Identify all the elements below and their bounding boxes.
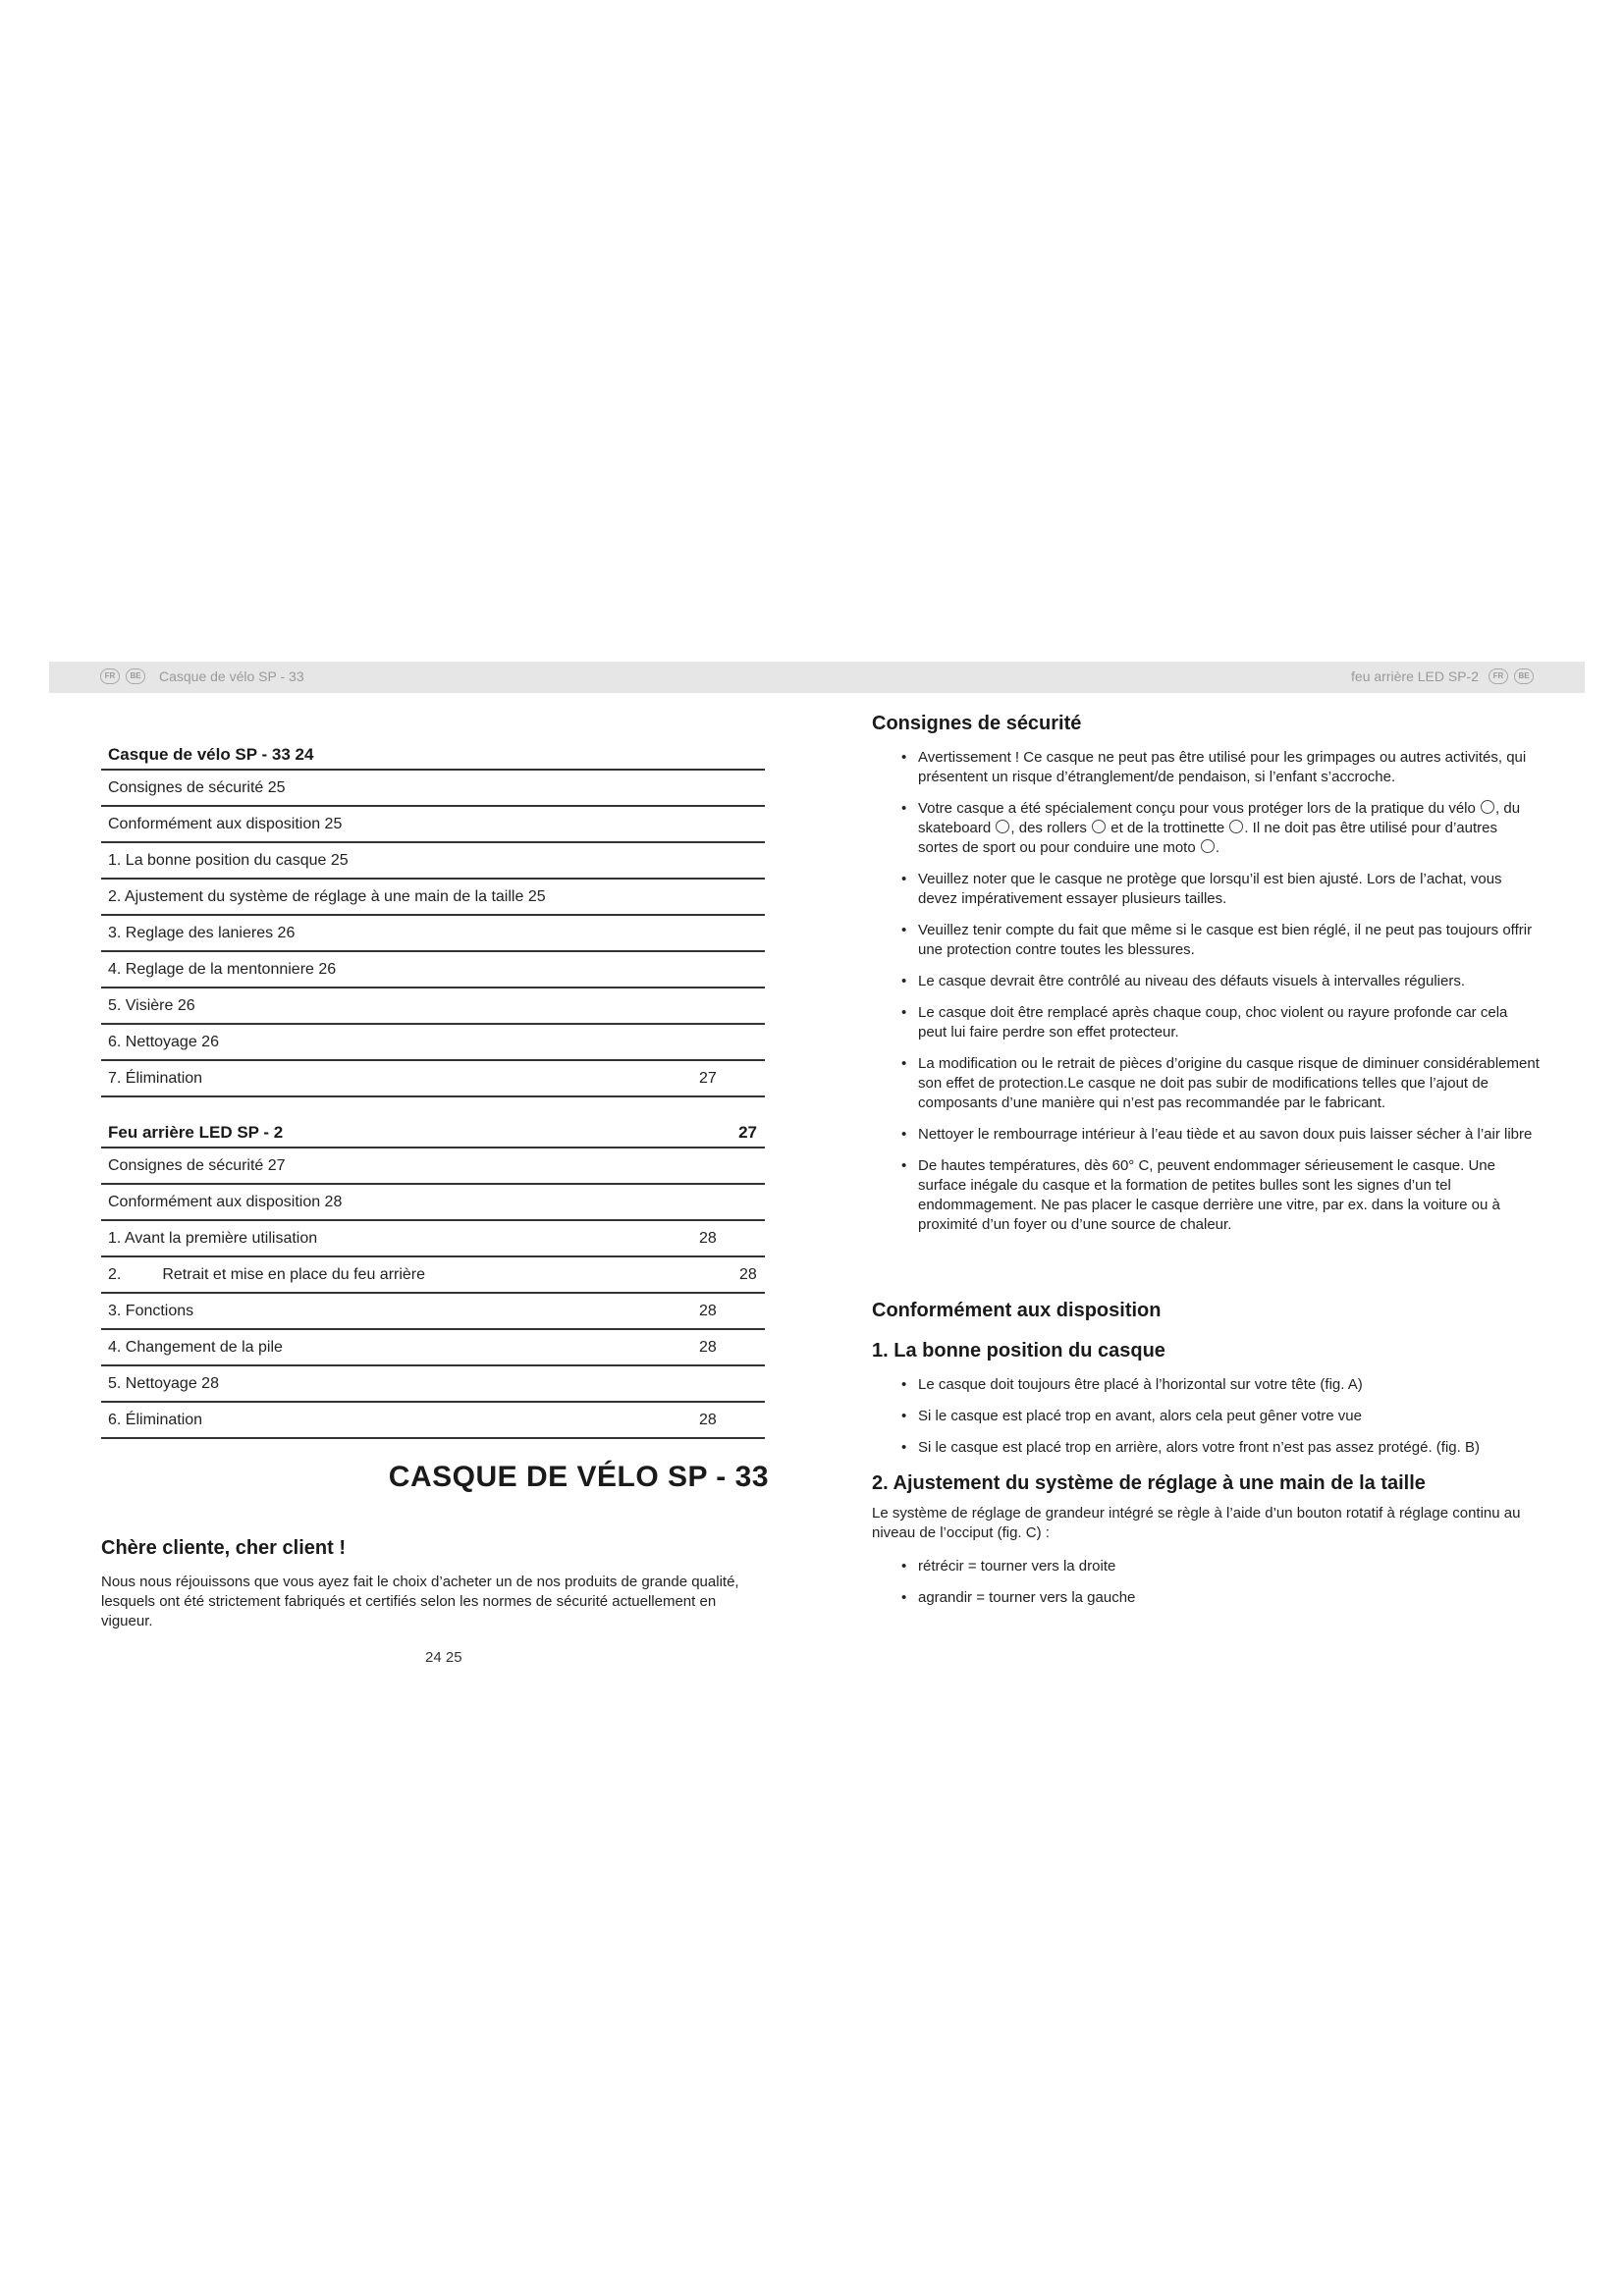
adjust-heading: 2. Ajustement du système de réglage à une main de la taille xyxy=(872,1472,1426,1494)
toc-entry[interactable]: 4. Changement de la pile 28 xyxy=(101,1330,765,1366)
safety-heading: Consignes de sécurité xyxy=(872,713,1082,734)
lang-badge-fr: FR xyxy=(1489,668,1508,684)
lang-badge-be: BE xyxy=(1514,668,1534,684)
safety-list xyxy=(872,748,1540,1247)
list-item: • Si le casque est placé trop en avant, alors cela peut gêner votre vue xyxy=(872,1407,1540,1426)
list-item: • Si le casque est placé trop en arrière, alors votre front n’est pas assez protégé. (fig. B) xyxy=(872,1438,1540,1458)
toc-entry[interactable]: 3. Fonctions 28 xyxy=(101,1294,765,1330)
toc-page-number: 28 xyxy=(699,1339,717,1356)
list-item: • Votre casque a été spécialement conçu pour vous protéger lors de la pratique du vélo , du skateboard , des rollers et de la trottinette . Il ne doit pas être utilisé pour d’autres sortes de sport ou pour conduire une moto . xyxy=(872,799,1540,858)
page-numbers: 24 25 xyxy=(425,1649,462,1666)
toc-page-number: 28 xyxy=(699,1230,717,1247)
toc-entry[interactable]: 4. Reglage de la mentonniere 26 xyxy=(101,952,765,988)
toc-entry[interactable]: 5. Visière 26 xyxy=(101,988,765,1025)
scooter-icon xyxy=(1229,820,1243,833)
lang-badge-fr: FR xyxy=(100,668,120,684)
adjust-paragraph: Le système de réglage de grandeur intégré se règle à l’aide d’un bouton rotatif à réglage continu au niveau de l’occiput (fig. C) : xyxy=(872,1505,1521,1541)
motorbike-icon xyxy=(1201,839,1215,853)
list-item: • Nettoyer le rembourrage intérieur à l’eau tiède et au savon doux puis laisser sécher à l’air libre xyxy=(872,1125,1540,1145)
header-right xyxy=(1351,668,1534,684)
toc-entry[interactable]: 3. Reglage des lanieres 26 xyxy=(101,916,765,952)
list-item: • Veuillez tenir compte du fait que même si le casque est bien réglé, il ne peut pas toujours offrir une protection contre toutes les blessures. xyxy=(872,921,1540,960)
toc-page-number: 28 xyxy=(739,1266,757,1283)
toc-section-title: Feu arrière LED SP - 2 27 xyxy=(101,1119,765,1148)
adjust-list xyxy=(872,1557,1540,1620)
toc-page-number: 27 xyxy=(738,1123,757,1142)
toc-entry[interactable]: 2. Retrait et mise en place du feu arrière 28 xyxy=(101,1257,765,1294)
header-left-title: Casque de vélo SP - 33 xyxy=(159,668,304,684)
table-of-contents-taillight xyxy=(101,1119,765,1439)
list-item: • rétrécir = tourner vers la droite xyxy=(872,1557,1540,1576)
toc-section-title: Casque de vélo SP - 33 24 xyxy=(101,741,765,771)
page-title: CASQUE DE VÉLO SP - 33 xyxy=(388,1461,769,1493)
header-right-title: feu arrière LED SP-2 xyxy=(1351,668,1479,684)
toc-entry[interactable]: Conformément aux disposition 28 xyxy=(101,1185,765,1221)
skateboard-icon xyxy=(996,820,1009,833)
lang-badge-be: BE xyxy=(126,668,145,684)
rollerskate-icon xyxy=(1092,820,1106,833)
intro-paragraph: Nous nous réjouissons que vous ayez fait le choix d’acheter un de nos produits de grande qualité, lesquels ont été strictement fabriqués et certifiés selon les normes de sécurité actuellement en vigueur. xyxy=(101,1574,739,1629)
list-item: • Le casque devrait être contrôlé au niveau des défauts visuels à intervalles réguliers. xyxy=(872,972,1540,991)
toc-entry[interactable]: Conformément aux disposition 25 xyxy=(101,807,765,843)
list-item: • Le casque doit toujours être placé à l’horizontal sur votre tête (fig. A) xyxy=(872,1375,1540,1395)
toc-entry[interactable]: Consignes de sécurité 27 xyxy=(101,1148,765,1185)
toc-page-number: 28 xyxy=(699,1412,717,1428)
page-header-bar xyxy=(49,662,1585,693)
toc-entry[interactable]: 5. Nettoyage 28 xyxy=(101,1366,765,1403)
list-item: • Veuillez noter que le casque ne protège que lorsqu’il est bien ajusté. Lors de l’achat, vous devez impérativement essayer plusieurs tailles. xyxy=(872,870,1540,909)
list-item: • La modification ou le retrait de pièces d’origine du casque risque de diminuer considérablement son effet de protection.Le casque ne doit pas subir de modifications telles que l’ajout de composants d’une manière qui n’est pas recommandée par le fabricant. xyxy=(872,1054,1540,1113)
intro-heading: Chère cliente, cher client ! xyxy=(101,1537,346,1559)
position-list xyxy=(872,1375,1540,1469)
toc-entry[interactable]: 1. La bonne position du casque 25 xyxy=(101,843,765,880)
list-item: • De hautes températures, dès 60° C, peuvent endommager sérieusement le casque. Une surface inégale du casque et la formation de petites bulles sont les signes d’un tel endommagement. Ne pas placer le casque derrière une vitre, par ex. dans la voiture ou à proximité d’un foyer ou d’une source de chaleur. xyxy=(872,1156,1540,1235)
conformity-heading: Conformément aux disposition xyxy=(872,1300,1162,1321)
toc-entry[interactable]: Consignes de sécurité 25 xyxy=(101,771,765,807)
table-of-contents-helmet xyxy=(101,741,765,1097)
list-item: • agrandir = tourner vers la gauche xyxy=(872,1588,1540,1608)
toc-entry[interactable]: 6. Élimination 28 xyxy=(101,1403,765,1439)
toc-entry[interactable]: 7. Élimination 27 xyxy=(101,1061,765,1097)
bicycle-icon xyxy=(1481,800,1494,814)
position-heading: 1. La bonne position du casque xyxy=(872,1340,1165,1362)
toc-entry[interactable]: 6. Nettoyage 26 xyxy=(101,1025,765,1061)
list-item: • Le casque doit être remplacé après chaque coup, choc violent ou rayure profonde car cela peut lui faire perdre son effet protecteur. xyxy=(872,1003,1540,1042)
list-item: • Avertissement ! Ce casque ne peut pas être utilisé pour les grimpages ou autres activités, qui présentent un risque d’étranglement/de pendaison, si l’enfant s’accroche. xyxy=(872,748,1540,787)
toc-page-number: 27 xyxy=(699,1070,717,1087)
header-left xyxy=(100,668,304,684)
toc-entry[interactable]: 1. Avant la première utilisation 28 xyxy=(101,1221,765,1257)
toc-entry[interactable]: 2. Ajustement du système de réglage à une main de la taille 25 xyxy=(101,880,765,916)
toc-page-number: 28 xyxy=(699,1303,717,1319)
